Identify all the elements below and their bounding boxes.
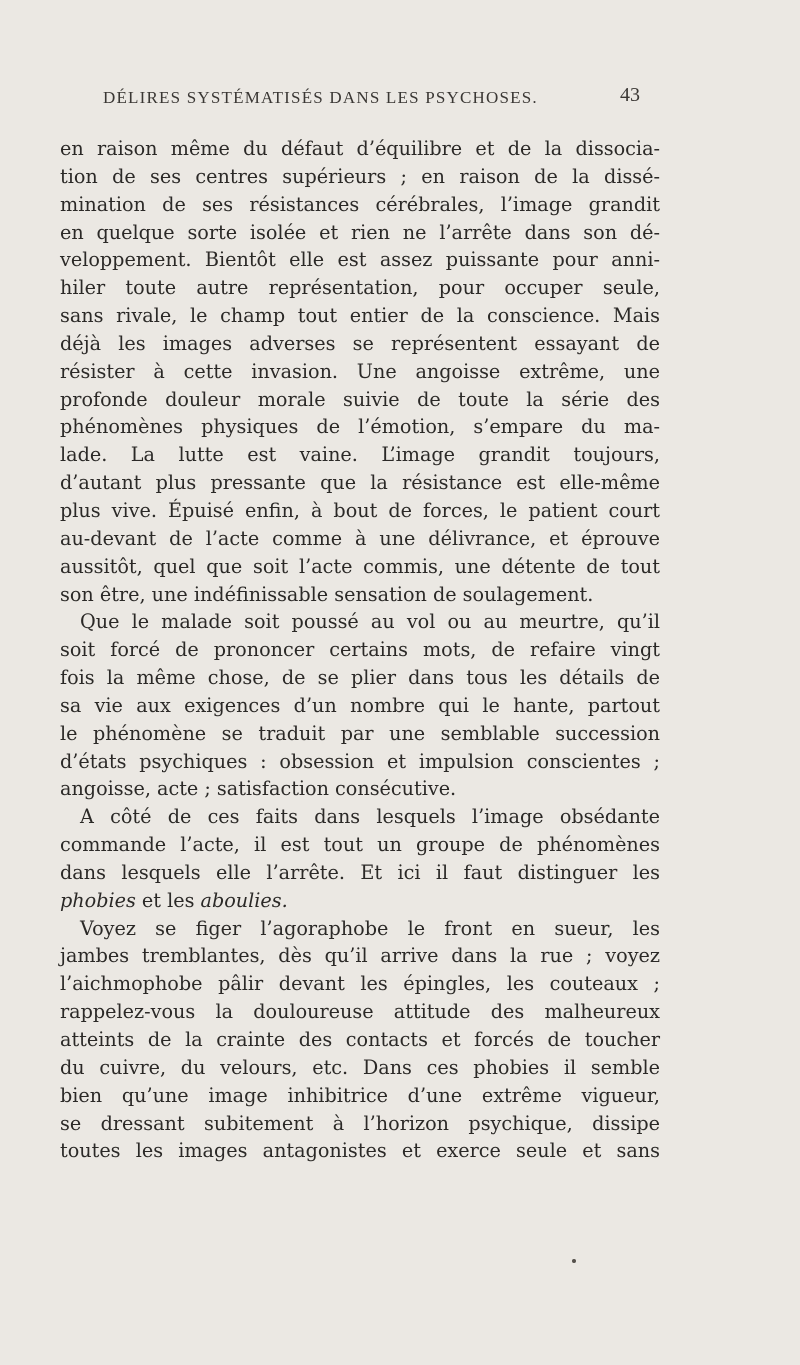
text-line: commande l’acte, il est tout un groupe de phénomènes [60,833,660,857]
text-line: sans rivale, le champ tout entier de la conscience. Mais [60,304,660,328]
text-line: plus vive. Épuisé enfin, à bout de forces, le patient court [60,498,660,522]
text-line: fois la même chose, de se plier dans tous les détails de [60,666,660,690]
text-line: déjà les images adverses se représentent essayant de [60,331,660,355]
running-title: DÉLIRES SYSTÉMATISÉS DANS LES PSYCHOSES. [103,88,538,107]
text-line: tion de ses centres supérieurs ; en raison de la dissé- [60,164,660,188]
text-line: profonde douleur morale suivie de toute la série des [60,387,660,411]
text-line: rappelez-vous la douloureuse attitude des malheureux [60,1000,660,1024]
text-line: soit forcé de prononcer certains mots, de refaire vingt [60,638,660,662]
text-line: aussitôt, quel que soit l’acte commis, une détente de tout [60,554,660,578]
text-line: son être, une indéfinissable sensation de soulagement. [60,582,594,606]
text-line: hiler toute autre représentation, pour occuper seule, [60,276,660,300]
text-line-mixed [60,887,660,915]
text-line: sa vie aux exigences d’un nombre qui le hante, partout [60,693,660,717]
text-line: veloppement. Bientôt elle est assez puissante pour anni- [60,248,660,272]
text-line: Que le malade soit poussé au vol ou au meurtre, qu’il [80,610,660,634]
text-line: résister à cette invasion. Une angoisse extrême, une [60,359,660,383]
italic-term-phobies: phobies [60,888,136,912]
text-line: atteints de la crainte des contacts et forcés de toucher [60,1028,660,1051]
page-number: 43 [620,84,640,106]
text-fragment: et les [135,888,201,912]
text-line: le phénomène se traduit par une semblable succession [60,721,660,745]
text-line: Voyez se figer l’agoraphobe le front en sueur, les [80,916,660,940]
text-line: se dressant subitement à l’horizon psychique, dissipe [60,1111,660,1135]
text-line: en raison même du défaut d’équilibre et de la dissocia- [60,137,660,160]
text-line: au-devant de l’acte comme à une délivrance, et éprouve [60,526,660,550]
text-line: toutes les images antagonistes et exerce seule et sans [60,1139,660,1163]
text-line: jambes tremblantes, dès qu’il arrive dans la rue ; voyez [60,944,660,968]
body-text [60,135,660,1165]
text-line: A côté de ces faits dans lesquels l’image obsédante [80,805,660,829]
text-line: du cuivre, du velours, etc. Dans ces phobies il semble [60,1055,660,1079]
print-mark [572,1259,576,1263]
text-line: mination de ses résistances cérébrales, l’image grandit [60,192,660,216]
text-line: lade. La lutte est vaine. L’image grandit toujours, [60,443,660,467]
text-line: d’états psychiques : obsession et impulsion conscientes ; [60,749,660,773]
text-line: phénomènes physiques de l’émotion, s’empare du ma- [60,415,660,439]
text-line: bien qu’une image inhibitrice d’une extrême vigueur, [60,1083,660,1107]
italic-term-aboulies: aboulies. [200,888,288,912]
text-line: angoisse, acte ; satisfaction consécutive. [60,777,457,801]
text-line: dans lesquels elle l’arrête. Et ici il faut distinguer les [60,860,660,884]
text-line: l’aichmophobe pâlir devant les épingles, les couteaux ; [60,972,660,996]
text-line: en quelque sorte isolée et rien ne l’arrête dans son dé- [60,220,660,244]
text-line: d’autant plus pressante que la résistance est elle-même [60,471,660,495]
